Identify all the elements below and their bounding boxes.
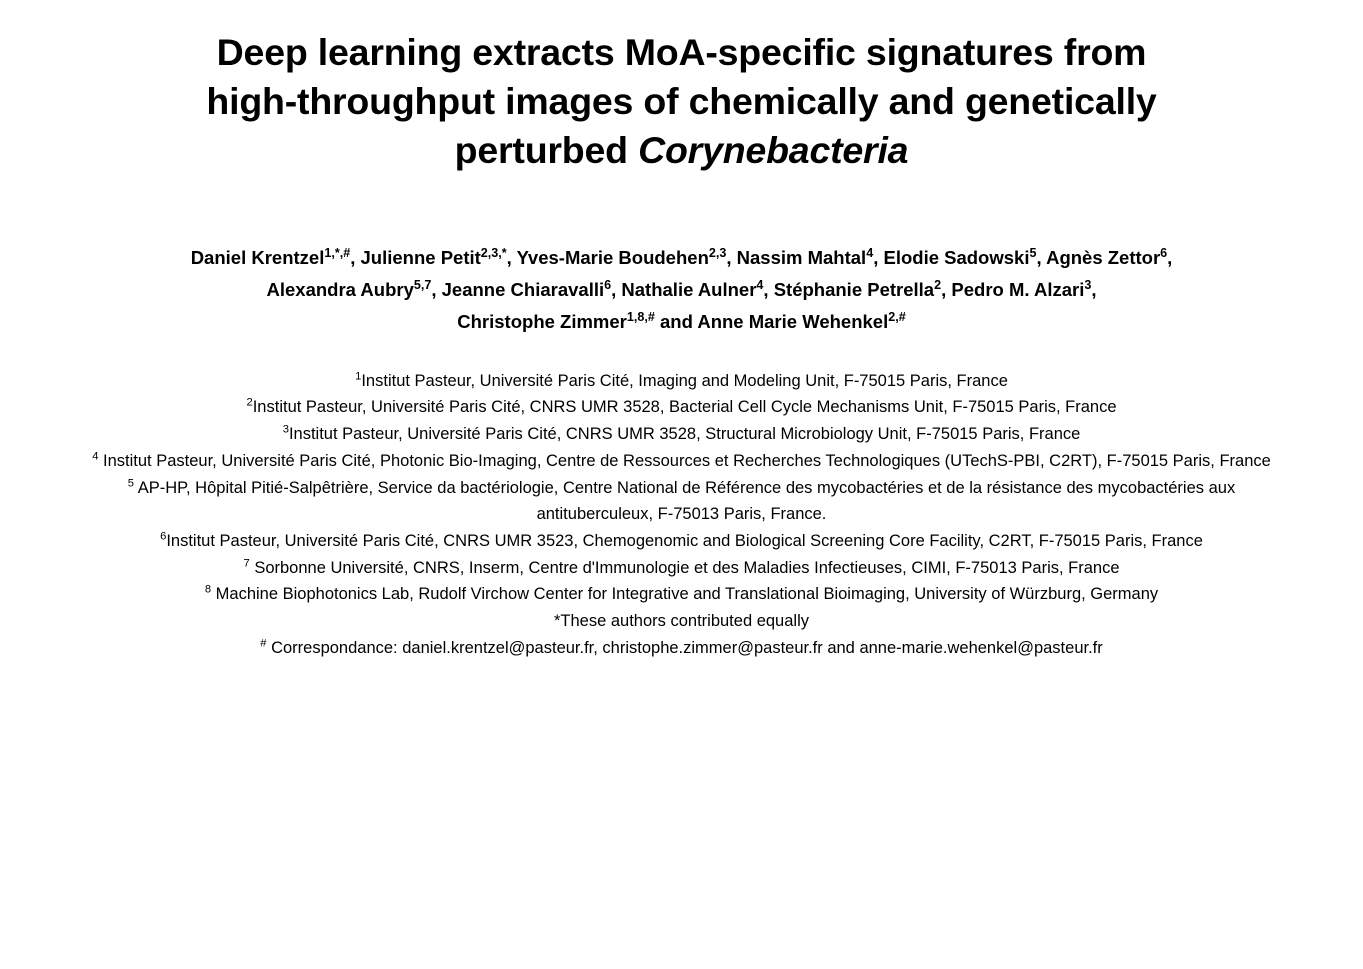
author-affiliation-marker: 5 (1029, 246, 1037, 261)
correspondence-marker: # (260, 637, 267, 650)
affiliation-text: Institut Pasteur, Université Paris Cité, CNRS UMR 3523, Chemogenomic and Biological Screening Core Facility, C2RT, F-75015 Paris, France (166, 532, 1203, 550)
affiliation-text: Institut Pasteur, Université Paris Cité, CNRS UMR 3528, Bacterial Cell Cycle Mechanisms Unit, F-75015 Paris, France (252, 398, 1117, 417)
affiliation-item (68, 528, 1295, 555)
author-affiliation-marker: 3 (1084, 277, 1092, 292)
title-line-3-prefix: perturbed (454, 128, 639, 171)
title-line-1: Deep learning extracts MoA-specific signatures from (216, 31, 1147, 73)
author-name: Jeanne Chiaravalli (441, 279, 605, 301)
author-line-3: Christophe Zimmer$^{1,8,\#}$ and Anne Marie Wehenkel$^{2,\#}$ (457, 309, 906, 332)
affiliation-item (68, 581, 1295, 608)
author-affiliation-marker: 6 (1160, 246, 1168, 261)
affiliation-marker: 7 (243, 557, 250, 570)
affiliation-list (62, 368, 1301, 662)
affiliation-item (68, 448, 1295, 475)
title-line-2: high-throughput images of chemically and genetically (206, 79, 1157, 122)
author-line-1: Daniel Krentzel$^{1,*,\#}$, Julienne Petit$^{2,3,*}$, Yves-Marie Boudehen$^{2,3}$, Nassim Mahtal$^4$, Elodie Sadowski$^5$, Agnès Zettor$^6$, (190, 246, 1173, 269)
author-affiliation-marker: 6 (604, 277, 612, 292)
affiliation-marker: 2 (246, 396, 253, 409)
author-affiliation-marker: 2 (934, 277, 942, 292)
equal-contribution-note: *These authors contributed equally (554, 612, 809, 631)
affiliation-marker: 6 (160, 530, 167, 543)
affiliation-marker: 1 (355, 370, 362, 383)
author-name: Agnès Zettor (1046, 247, 1161, 269)
affiliation-marker: 3 (282, 423, 289, 436)
affiliation-text: Institut Pasteur, Université Paris Cité, Photonic Bio-Imaging, Centre de Ressources et Recherches Technologiques (UTechS-PBI, C2RT), F-75015 Paris, France (98, 451, 1271, 470)
author-line-2: Alexandra Aubry$^{5,7}$, Jeanne Chiaravalli$^6$, Nathalie Aulner$^4$, Stéphanie Petrella$^2$, Pedro M. Alzari$^3$, (266, 277, 1097, 301)
author-list (62, 242, 1301, 337)
author-name: Stéphanie Petrella (773, 279, 935, 301)
affiliation-item (68, 368, 1295, 395)
author-name: Nassim Mahtal (736, 247, 867, 269)
affiliation-marker: 8 (204, 583, 212, 596)
affiliation-item (68, 394, 1295, 421)
affiliation-text: AP-HP, Hôpital Pitié-Salpêtrière, Service da bactériologie, Centre National de Référence des mycobactéries et de la résistance des mycobactéries aux antituberculeux, F-75013 Paris, France. (134, 478, 1236, 524)
author-name: Christophe Zimmer (457, 310, 627, 332)
author-affiliation-marker: 4 (756, 277, 764, 292)
author-name: Nathalie Aulner (621, 279, 757, 301)
author-name: Alexandra Aubry (266, 279, 414, 301)
author-affiliation-marker: 2,3 (708, 246, 727, 261)
affiliation-text: Institut Pasteur, Université Paris Cité, Imaging and Modeling Unit, F-75015 Paris, France (361, 371, 1008, 390)
affiliation-text: Institut Pasteur, Université Paris Cité, CNRS UMR 3528, Structural Microbiology Unit, F-75015 Paris, France (288, 425, 1081, 444)
author-affiliation-marker: 1,*,# (324, 246, 351, 261)
author-name: Elodie Sadowski (883, 247, 1030, 269)
page-title (76, 28, 1287, 174)
author-name: Anne Marie Wehenkel (697, 310, 889, 332)
author-affiliation-marker: 1,8,# (626, 309, 655, 324)
author-name: Pedro M. Alzari (951, 279, 1085, 301)
correspondence-note (68, 635, 1295, 662)
affiliation-marker: 5 (127, 477, 135, 490)
affiliation-text: Sorbonne Université, CNRS, Inserm, Centre d'Immunologie et des Maladies Infectieuses, CIMI, F-75013 Paris, France (249, 558, 1120, 577)
affiliation-marker: 4 (92, 450, 99, 463)
author-affiliation-marker: 2,# (888, 309, 906, 324)
affiliation-item (68, 421, 1295, 448)
author-affiliation-marker: 4 (866, 246, 874, 261)
correspondence-text: Correspondance: daniel.krentzel@pasteur.fr, christophe.zimmer@pasteur.fr and anne-marie.wehenkel@pasteur.fr (266, 638, 1103, 657)
affiliation-item (68, 475, 1295, 528)
affiliation-text: Machine Biophotonics Lab, Rudolf Virchow Center for Integrative and Translational Bioimaging, University of Würzburg, Germany (211, 585, 1159, 604)
affiliation-item (68, 555, 1295, 582)
author-name: Julienne Petit (360, 247, 481, 269)
title-line-3-italic-organism: Corynebacteria (638, 128, 909, 171)
author-affiliation-marker: 5,7 (413, 277, 432, 292)
author-affiliation-marker: 2,3,* (480, 246, 507, 261)
author-name: Daniel Krentzel (190, 247, 325, 269)
author-name: Yves-Marie Boudehen (516, 247, 709, 269)
